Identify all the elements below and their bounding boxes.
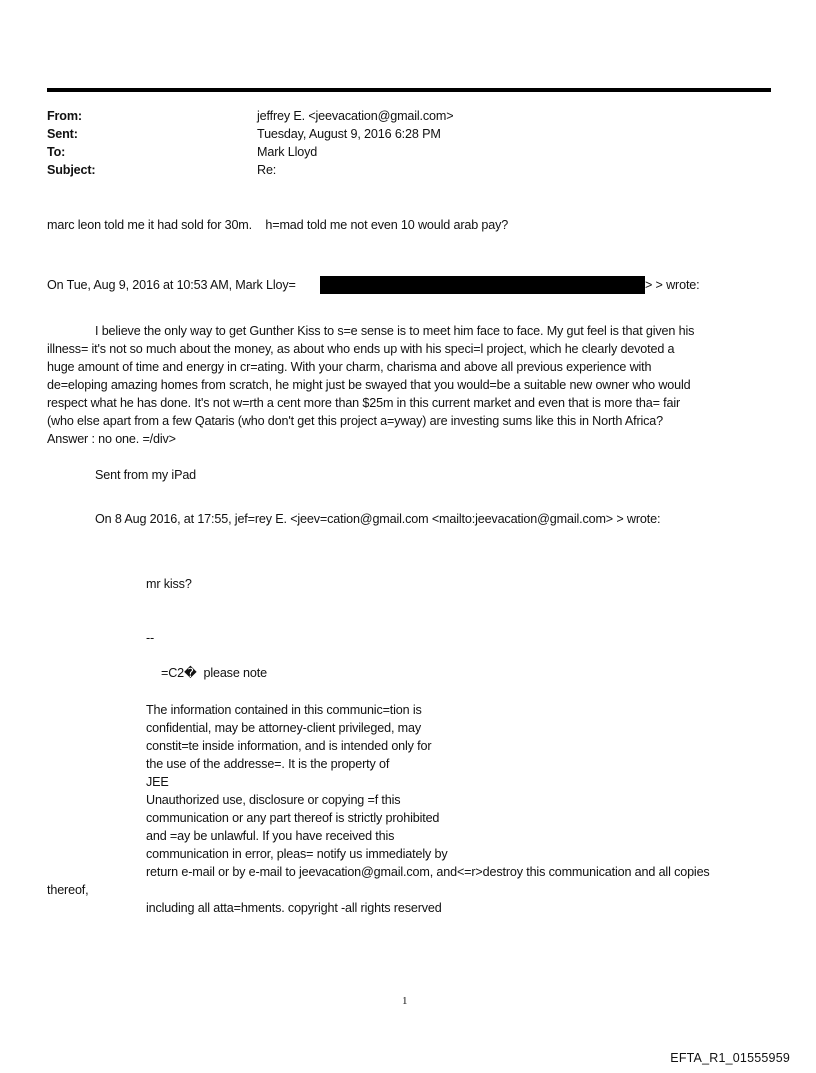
disclaimer-line: Unauthorized use, disclosure or copying =f this	[146, 793, 401, 807]
paragraph-line: de=eloping amazing homes from scratch, he might just be swayed that you would=be a suitable new owner who would	[47, 378, 691, 392]
from-label: From:	[47, 109, 82, 123]
quote-intro: On Tue, Aug 9, 2016 at 10:53 AM, Mark Lloy=	[47, 278, 296, 292]
quote-intro-end: > > wrote:	[645, 278, 700, 292]
from-value: jeffrey E. <jeevacation@gmail.com>	[257, 109, 454, 123]
page-number: 1	[402, 995, 408, 1007]
redaction-box	[320, 276, 645, 294]
disclaimer-line: constit=te inside information, and is intended only for	[146, 739, 432, 753]
paragraph-line: Answer : no one. =/div>	[47, 432, 176, 446]
second-quote-intro: On 8 Aug 2016, at 17:55, jef=rey E. <jeev=cation@gmail.com <mailto:jeevacation@gmail.com> > wrote:	[95, 512, 661, 526]
document-id: EFTA_R1_01555959	[670, 1051, 790, 1065]
sent-value: Tuesday, August 9, 2016 6:28 PM	[257, 127, 441, 141]
signature: Sent from my iPad	[95, 468, 197, 482]
sent-label: Sent:	[47, 127, 78, 141]
disclaimer-line: The information contained in this communic=tion is	[146, 703, 422, 717]
paragraph-line: (who else apart from a few Qataris (who don't get this project a=yway) are investing sums like this in North Africa?	[47, 414, 664, 428]
paragraph-line: respect what he has done. It's not w=rth a cent more than $25m in this current market and even that is more tha= fair	[47, 396, 681, 410]
disclaimer-last: including all atta=hments. copyright -all rights reserved	[146, 901, 442, 915]
header-rule	[47, 88, 771, 92]
to-value: Mark Lloyd	[257, 145, 318, 159]
to-label: To:	[47, 145, 66, 159]
disclaimer-line: JEE	[146, 775, 169, 789]
disclaimer-line: return e-mail or by e-mail to jeevacation@gmail.com, and<=r>destroy this communication and all copies	[146, 865, 710, 879]
disclaimer-wrap: thereof,	[47, 883, 89, 897]
separator: --	[146, 631, 155, 645]
disclaimer-line: communication in error, pleas= notify us immediately by	[146, 847, 448, 861]
subject-label: Subject:	[47, 163, 96, 177]
note-line: =C2� please note	[161, 666, 267, 680]
reply-text: marc leon told me it had sold for 30m. h=mad told me not even 10 would arab pay?	[47, 218, 509, 232]
subject-value: Re:	[257, 163, 277, 177]
disclaimer-line: and =ay be unlawful. If you have received this	[146, 829, 395, 843]
disclaimer-line: confidential, may be attorney-client privileged, may	[146, 721, 422, 735]
disclaimer-line: communication or any part thereof is strictly prohibited	[146, 811, 440, 825]
original-message: mr kiss?	[146, 577, 192, 591]
disclaimer-line: the use of the addresse=. It is the property of	[146, 757, 390, 771]
paragraph-line: huge amount of time and energy in cr=ating. With your charm, charisma and above all previous experience with	[47, 360, 652, 374]
paragraph-line: illness= it's not so much about the money, as about who ends up with his speci=l project, which he clearly devoted a	[47, 342, 675, 356]
paragraph-line: I believe the only way to get Gunther Kiss to s=e sense is to meet him face to face. My gut feel is that given his	[95, 324, 695, 338]
